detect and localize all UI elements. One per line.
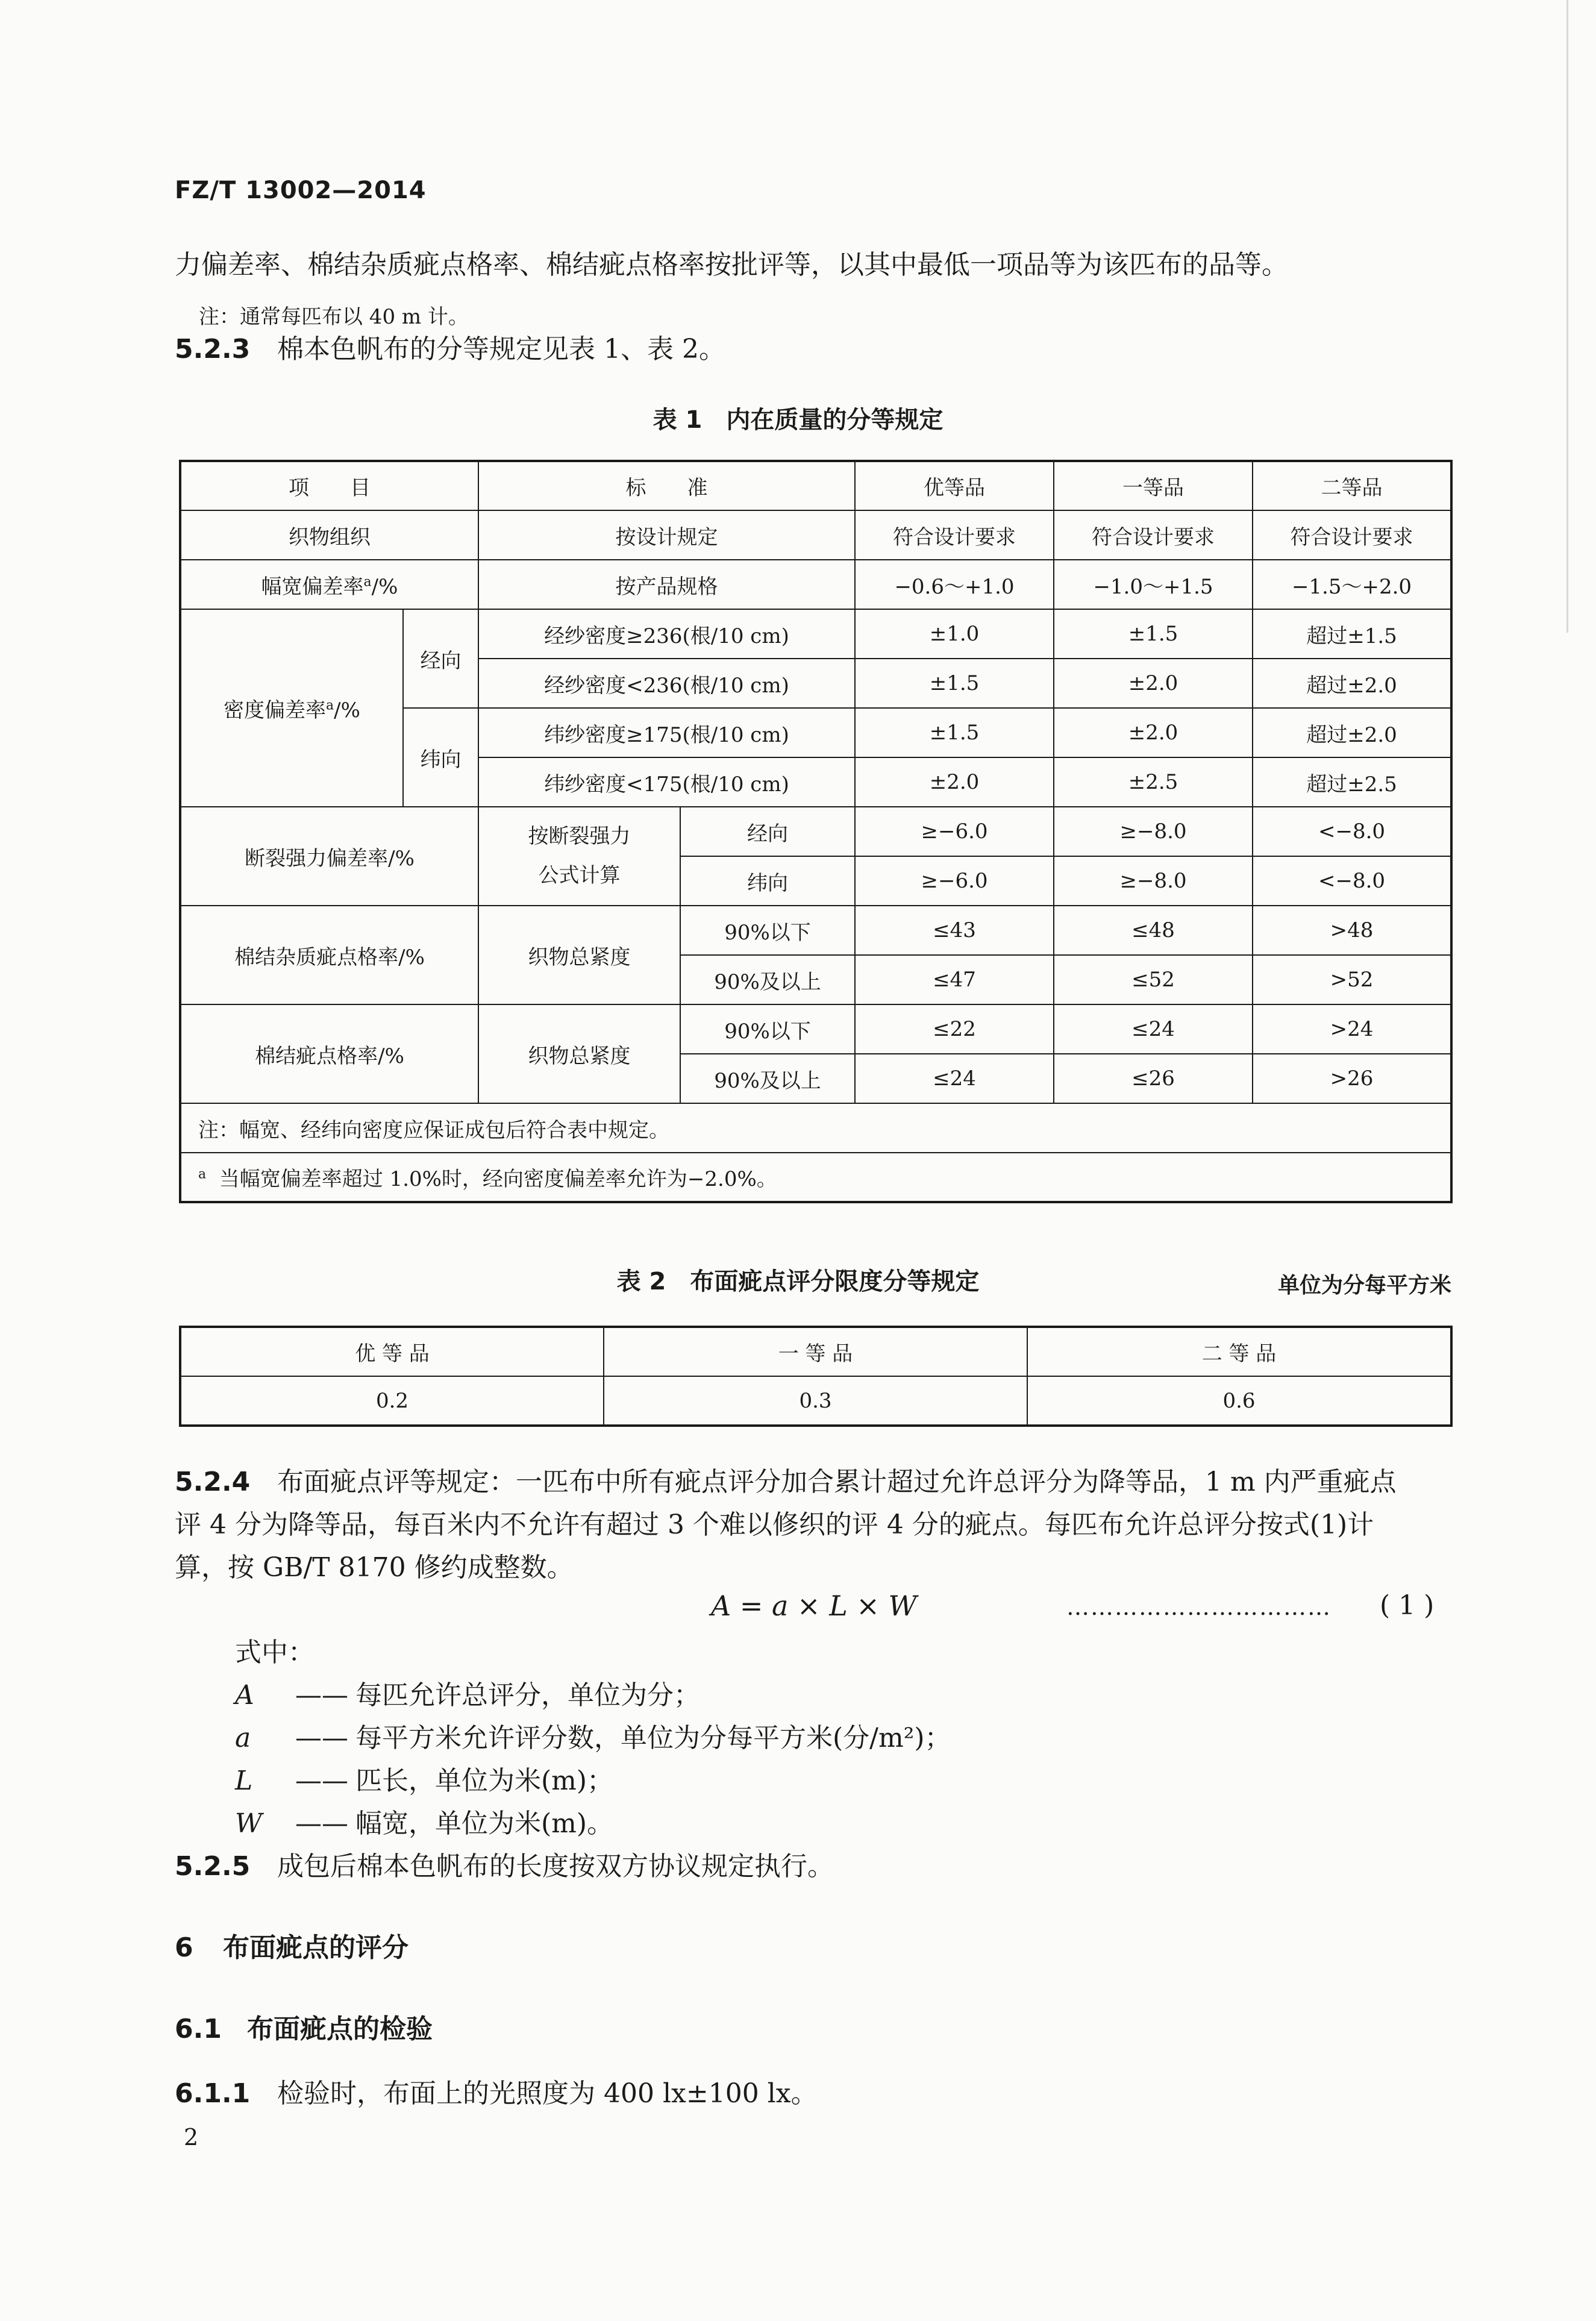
cell: −0.6～+1.0: [855, 560, 1054, 609]
cell: ±1.5: [855, 708, 1054, 757]
cell-line: 公式计算: [538, 863, 621, 888]
cell: 断裂强力偏差率/%: [180, 807, 478, 906]
cell: 90%以下: [680, 906, 855, 955]
dash: ——: [295, 1765, 348, 1796]
cell: ≤26: [1054, 1054, 1253, 1103]
clause-number: 5.2.5: [175, 1851, 251, 1882]
col-header-superior: 优 等 品: [180, 1327, 604, 1376]
col-header-second: 二 等 品: [1027, 1327, 1451, 1376]
table-row: [180, 510, 1451, 560]
variable-def: [235, 1674, 700, 1717]
dash: ——: [295, 1808, 348, 1839]
col-header-second: 二等品: [1253, 461, 1451, 510]
variable-symbol: A: [235, 1680, 254, 1711]
table-note: 注：幅宽、经纬向密度应保证成包后符合表中规定。: [180, 1103, 1451, 1153]
section-6-heading: [175, 1927, 408, 1969]
cell: 符合设计要求: [1253, 510, 1451, 560]
table-row: [180, 609, 1451, 659]
variable-symbol: W: [235, 1808, 263, 1839]
col-header-first: 一等品: [1054, 461, 1253, 510]
section-6-1-heading: [175, 2008, 433, 2050]
cell: 超过±2.5: [1253, 757, 1451, 807]
clause-number: 5.2.4: [175, 1467, 251, 1497]
variable-symbol: a: [235, 1723, 251, 1753]
footnote-mark: a: [363, 574, 372, 590]
clause-5-2-4-line2: 评 4 分为降等品，每百米内不允许有超过 3 个难以修织的评 4 分的疵点。每匹布允许总评分按式(1)计: [175, 1509, 1374, 1540]
cell: 棉结疵点格率/%: [180, 1004, 478, 1103]
footnote-mark: a: [326, 698, 334, 713]
cell: 90%以下: [680, 1004, 855, 1054]
cell: 0.2: [180, 1376, 604, 1426]
cell: >24: [1253, 1004, 1451, 1054]
intro-note: 注：通常每匹布以 40 m 计。: [199, 305, 469, 329]
table-row: [180, 1004, 1451, 1054]
cell: 按设计规定: [478, 510, 855, 560]
cell: ±2.5: [1054, 757, 1253, 807]
cell: 超过±2.0: [1253, 708, 1451, 757]
clause-text: 成包后棉本色帆布的长度按双方协议规定执行。: [277, 1851, 834, 1882]
variable-desc: 幅宽，单位为米(m)。: [355, 1808, 614, 1839]
table1-caption: 表 1 内在质量的分等规定: [652, 406, 944, 434]
table-2: [179, 1326, 1453, 1427]
formula: A = a × L × W: [711, 1590, 917, 1622]
cell: [180, 560, 478, 609]
cell: 经向: [403, 609, 478, 708]
cell: ≤43: [855, 906, 1054, 955]
col-header-standard: 标 准: [478, 461, 855, 510]
cell: ±1.5: [855, 659, 1054, 708]
clause-5-2-3: [175, 328, 725, 371]
footnote-mark: a: [198, 1167, 207, 1182]
variable-desc: 每匹允许总评分，单位为分；: [355, 1680, 700, 1711]
cell: ±2.0: [855, 757, 1054, 807]
footnote-text: 当幅宽偏差率超过 1.0%时，经向密度偏差率允许为−2.0%。: [219, 1167, 777, 1191]
cell: 纬纱密度≥175(根/10 cm): [478, 708, 855, 757]
item-label: 密度偏差率: [224, 698, 327, 722]
cell: 0.6: [1027, 1376, 1451, 1426]
dash: ——: [295, 1723, 348, 1753]
clause-text: 棉本色帆布的分等规定见表 1、表 2。: [277, 334, 725, 365]
clause-5-2-5: [175, 1846, 834, 1888]
cell: 织物组织: [180, 510, 478, 560]
table-footnote: [180, 1153, 1451, 1202]
cell: 经纱密度<236(根/10 cm): [478, 659, 855, 708]
section-title: 布面疵点的检验: [247, 2014, 433, 2044]
cell: <−8.0: [1253, 856, 1451, 906]
clause-number: 5.2.3: [175, 334, 251, 365]
cell: ±1.5: [1054, 609, 1253, 659]
intro-line: 力偏差率、棉结杂质疵点格率、棉结疵点格率按批评等，以其中最低一项品等为该匹布的品等。: [175, 249, 1288, 280]
clause-text: 检验时，布面上的光照度为 400 lx±100 lx。: [277, 2078, 818, 2109]
table-header-row: [180, 1327, 1451, 1376]
col-header-superior: 优等品: [855, 461, 1054, 510]
table-row: [180, 807, 1451, 856]
variable-symbol: L: [235, 1765, 253, 1796]
cell: 90%及以上: [680, 1054, 855, 1103]
variable-def: [235, 1717, 951, 1759]
cell: 纬向: [403, 708, 478, 807]
cell-line: 按断裂强力: [528, 824, 631, 849]
clause-number: 6.1.1: [175, 2078, 251, 2109]
formula-leader-dots: ……………………………: [1066, 1594, 1332, 1620]
where-label: 式中：: [235, 1637, 315, 1668]
section-number: 6.1: [175, 2014, 222, 2044]
col-header-first: 一 等 品: [604, 1327, 1027, 1376]
table-header-row: [180, 461, 1451, 510]
clause-5-2-4: [175, 1461, 1397, 1503]
cell: ≥−8.0: [1054, 856, 1253, 906]
table-note-row: [180, 1103, 1451, 1153]
table-row: [180, 1376, 1451, 1426]
variable-desc: 匹长，单位为米(m)；: [355, 1765, 614, 1796]
cell: 符合设计要求: [855, 510, 1054, 560]
item-unit: /%: [334, 698, 360, 722]
table-row: [180, 906, 1451, 955]
item-label: 幅宽偏差率: [261, 574, 364, 599]
section-title: 布面疵点的评分: [223, 1932, 408, 1963]
variable-def: [235, 1760, 613, 1802]
cell: 90%及以上: [680, 955, 855, 1004]
cell: >48: [1253, 906, 1451, 955]
cell: ≥−8.0: [1054, 807, 1253, 856]
section-number: 6: [175, 1932, 193, 1963]
cell: 纬纱密度<175(根/10 cm): [478, 757, 855, 807]
cell: ≤52: [1054, 955, 1253, 1004]
page-number: 2: [184, 2124, 199, 2150]
cell: −1.0～+1.5: [1054, 560, 1253, 609]
cell: 超过±2.0: [1253, 659, 1451, 708]
cell: >26: [1253, 1054, 1451, 1103]
cell: 符合设计要求: [1054, 510, 1253, 560]
cell: >52: [1253, 955, 1451, 1004]
clause-6-1-1: [175, 2073, 818, 2115]
variable-def: [235, 1803, 613, 1845]
standard-code: FZ/T 13002—2014: [175, 177, 427, 204]
cell: 按产品规格: [478, 560, 855, 609]
table2-caption: 表 2 布面疵点评分限度分等规定: [616, 1268, 980, 1295]
cell: ±1.0: [855, 609, 1054, 659]
cell: ±2.0: [1054, 708, 1253, 757]
cell: 超过±1.5: [1253, 609, 1451, 659]
cell: ≥−6.0: [855, 807, 1054, 856]
cell: ≤22: [855, 1004, 1054, 1054]
variable-desc: 每平方米允许评分数，单位为分每平方米(分/m²)；: [355, 1723, 951, 1753]
cell: 0.3: [604, 1376, 1027, 1426]
cell: ≤24: [1054, 1004, 1253, 1054]
cell: ≤47: [855, 955, 1054, 1004]
cell: 棉结杂质疵点格率/%: [180, 906, 478, 1004]
table-row: [180, 560, 1451, 609]
item-unit: /%: [371, 574, 398, 599]
cell: ≤48: [1054, 906, 1253, 955]
cell: 织物总紧度: [478, 906, 680, 1004]
clause-text: 布面疵点评等规定：一匹布中所有疵点评分加合累计超过允许总评分为降等品，1 m 内严重疵点: [277, 1467, 1397, 1497]
clause-5-2-4-line3: 算，按 GB/T 8170 修约成整数。: [175, 1552, 574, 1583]
cell: <−8.0: [1253, 807, 1451, 856]
cell: 经纱密度≥236(根/10 cm): [478, 609, 855, 659]
table-footnote-row: [180, 1153, 1451, 1202]
col-header-item: 项 目: [180, 461, 478, 510]
table2-unit: 单位为分每平方米: [1277, 1273, 1451, 1298]
cell: −1.5～+2.0: [1253, 560, 1451, 609]
scan-edge-line: [1566, 0, 1568, 633]
formula-number: ( 1 ): [1380, 1590, 1435, 1621]
cell: ±2.0: [1054, 659, 1253, 708]
dash: ——: [295, 1680, 348, 1711]
cell: 纬向: [680, 856, 855, 906]
cell: [180, 609, 403, 807]
table-1: [179, 460, 1453, 1203]
cell: ≤24: [855, 1054, 1054, 1103]
cell: 织物总紧度: [478, 1004, 680, 1103]
cell: [478, 807, 680, 906]
cell: 经向: [680, 807, 855, 856]
cell: ≥−6.0: [855, 856, 1054, 906]
